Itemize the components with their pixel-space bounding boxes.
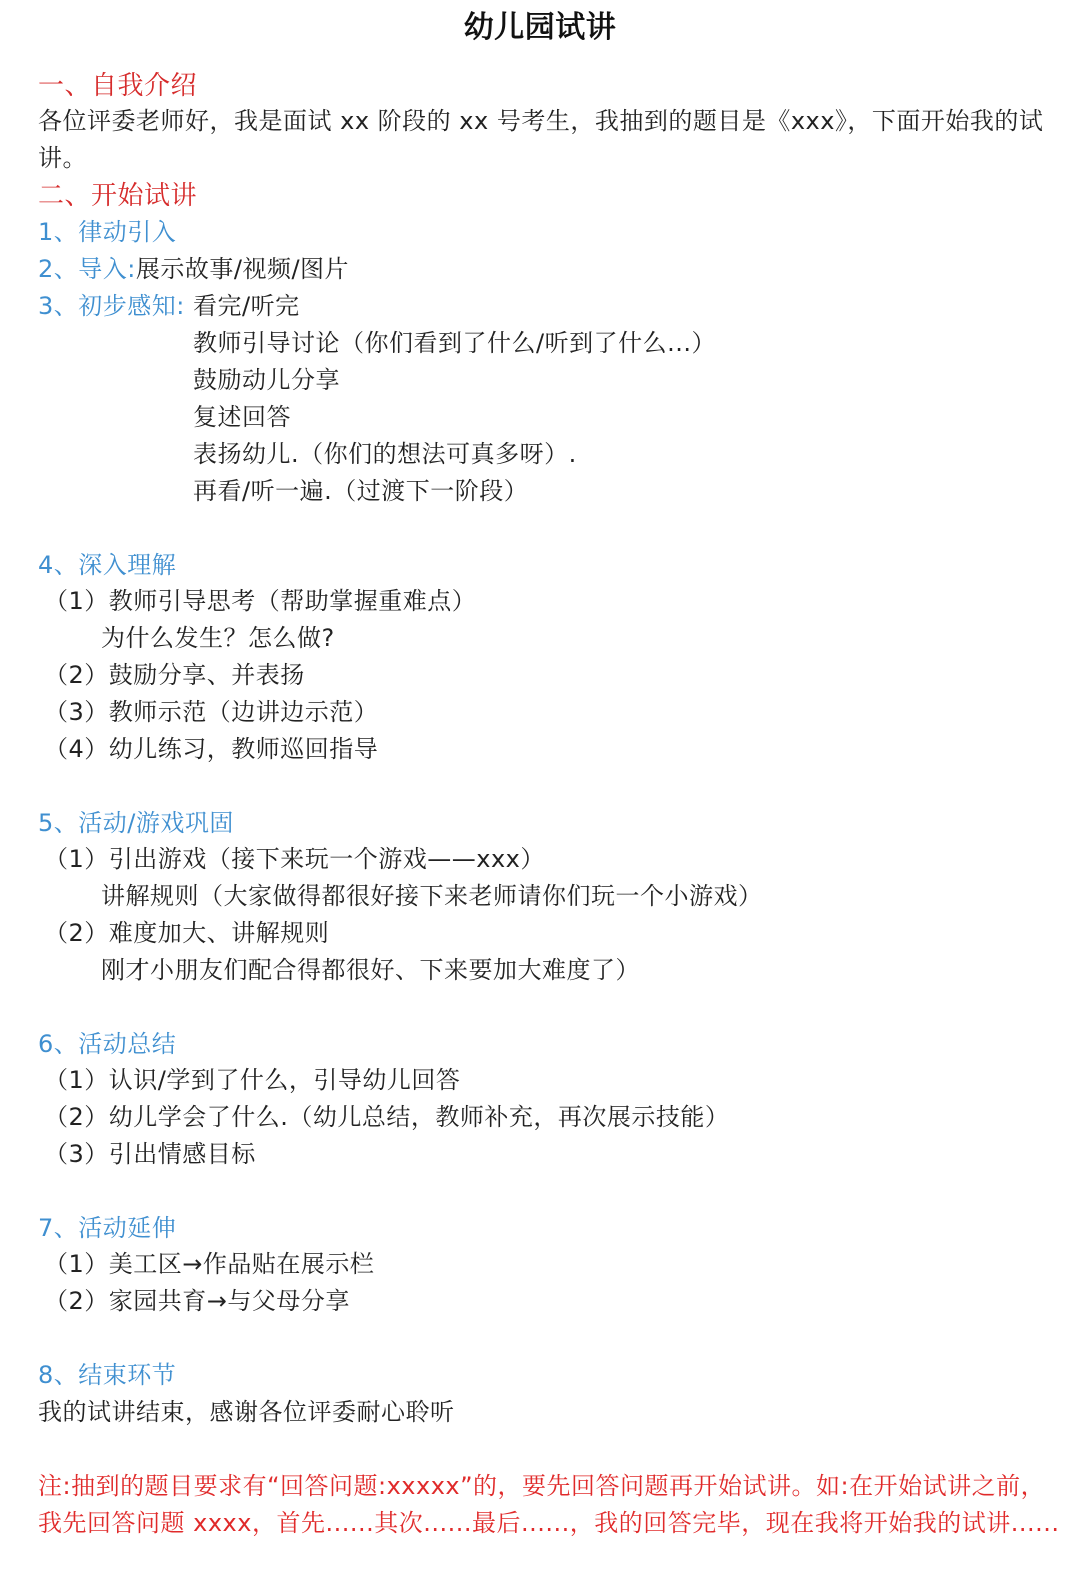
self-intro-text-line-2: 讲。 xyxy=(38,144,87,172)
step-2-row xyxy=(38,253,349,285)
step-7-label: 7、活动延伸 xyxy=(38,1214,177,1242)
section-heading-start-lecture: 二、开始试讲 xyxy=(38,181,198,211)
step-4-line: （3）教师示范（边讲边示范） xyxy=(44,698,379,726)
step-2-text: 展示故事/视频/图片 xyxy=(135,255,350,283)
step-5-line: 刚才小朋友们配合得都很好、下来要加大难度了） xyxy=(101,956,640,984)
step-7-line: （1）美工区→作品贴在展示栏 xyxy=(44,1250,375,1278)
step-6-label: 6、活动总结 xyxy=(38,1030,177,1058)
step-4-line: （2）鼓励分享、并表扬 xyxy=(44,661,305,689)
note-line-1: 注:抽到的题目要求有“回答问题:xxxxx”的，要先回答问题再开始试讲。如:在开始试讲之前， xyxy=(38,1472,1046,1500)
step-3-line: 再看/听一遍.（过渡下一阶段） xyxy=(193,477,529,505)
section-heading-self-intro: 一、自我介绍 xyxy=(38,71,198,101)
step-1-label: 1、律动引入 xyxy=(38,218,177,246)
step-8-text: 我的试讲结束，感谢各位评委耐心聆听 xyxy=(38,1398,455,1426)
note-line-2: 我先回答问题 xxxx，首先......其次......最后......，我的回答完毕，现在我将开始我的试讲...... xyxy=(38,1509,1060,1537)
step-5-line: （1）引出游戏（接下来玩一个游戏——xxx） xyxy=(44,845,545,873)
step-4-line: 为什么发生？怎么做? xyxy=(101,624,335,652)
step-6-line: （1）认识/学到了什么，引导幼儿回答 xyxy=(44,1066,461,1094)
step-3-line: 看完/听完 xyxy=(193,292,300,320)
step-4-line: （4）幼儿练习，教师巡回指导 xyxy=(44,735,379,763)
step-8-label: 8、结束环节 xyxy=(38,1361,177,1389)
step-3-line: 鼓励动儿分享 xyxy=(193,366,340,394)
step-3-label: 3、初步感知: xyxy=(38,292,185,320)
step-2-label: 2、导入: xyxy=(38,255,136,283)
step-4-label: 4、深入理解 xyxy=(38,551,177,579)
step-6-line: （3）引出情感目标 xyxy=(44,1140,256,1168)
page-title: 幼儿园试讲 xyxy=(463,10,617,45)
step-7-line: （2）家园共育→与父母分享 xyxy=(44,1287,350,1315)
step-3-line: 复述回答 xyxy=(193,403,291,431)
step-3-line: 表扬幼儿.（你们的想法可真多呀）. xyxy=(193,440,577,468)
step-5-line: （2）难度加大、讲解规则 xyxy=(44,919,330,947)
step-3-line: 教师引导讨论（你们看到了什么/听到了什么...） xyxy=(193,329,716,357)
self-intro-text-line-1: 各位评委老师好，我是面试 xx 阶段的 xx 号考生，我抽到的题目是《xxx》，下面开始我的试 xyxy=(38,107,1044,135)
step-5-line: 讲解规则（大家做得都很好接下来老师请你们玩一个小游戏） xyxy=(101,882,763,910)
step-6-line: （2）幼儿学会了什么.（幼儿总结，教师补充，再次展示技能） xyxy=(44,1103,730,1131)
step-4-line: （1）教师引导思考（帮助掌握重难点） xyxy=(44,587,477,615)
step-5-label: 5、活动/游戏巩固 xyxy=(38,809,234,837)
